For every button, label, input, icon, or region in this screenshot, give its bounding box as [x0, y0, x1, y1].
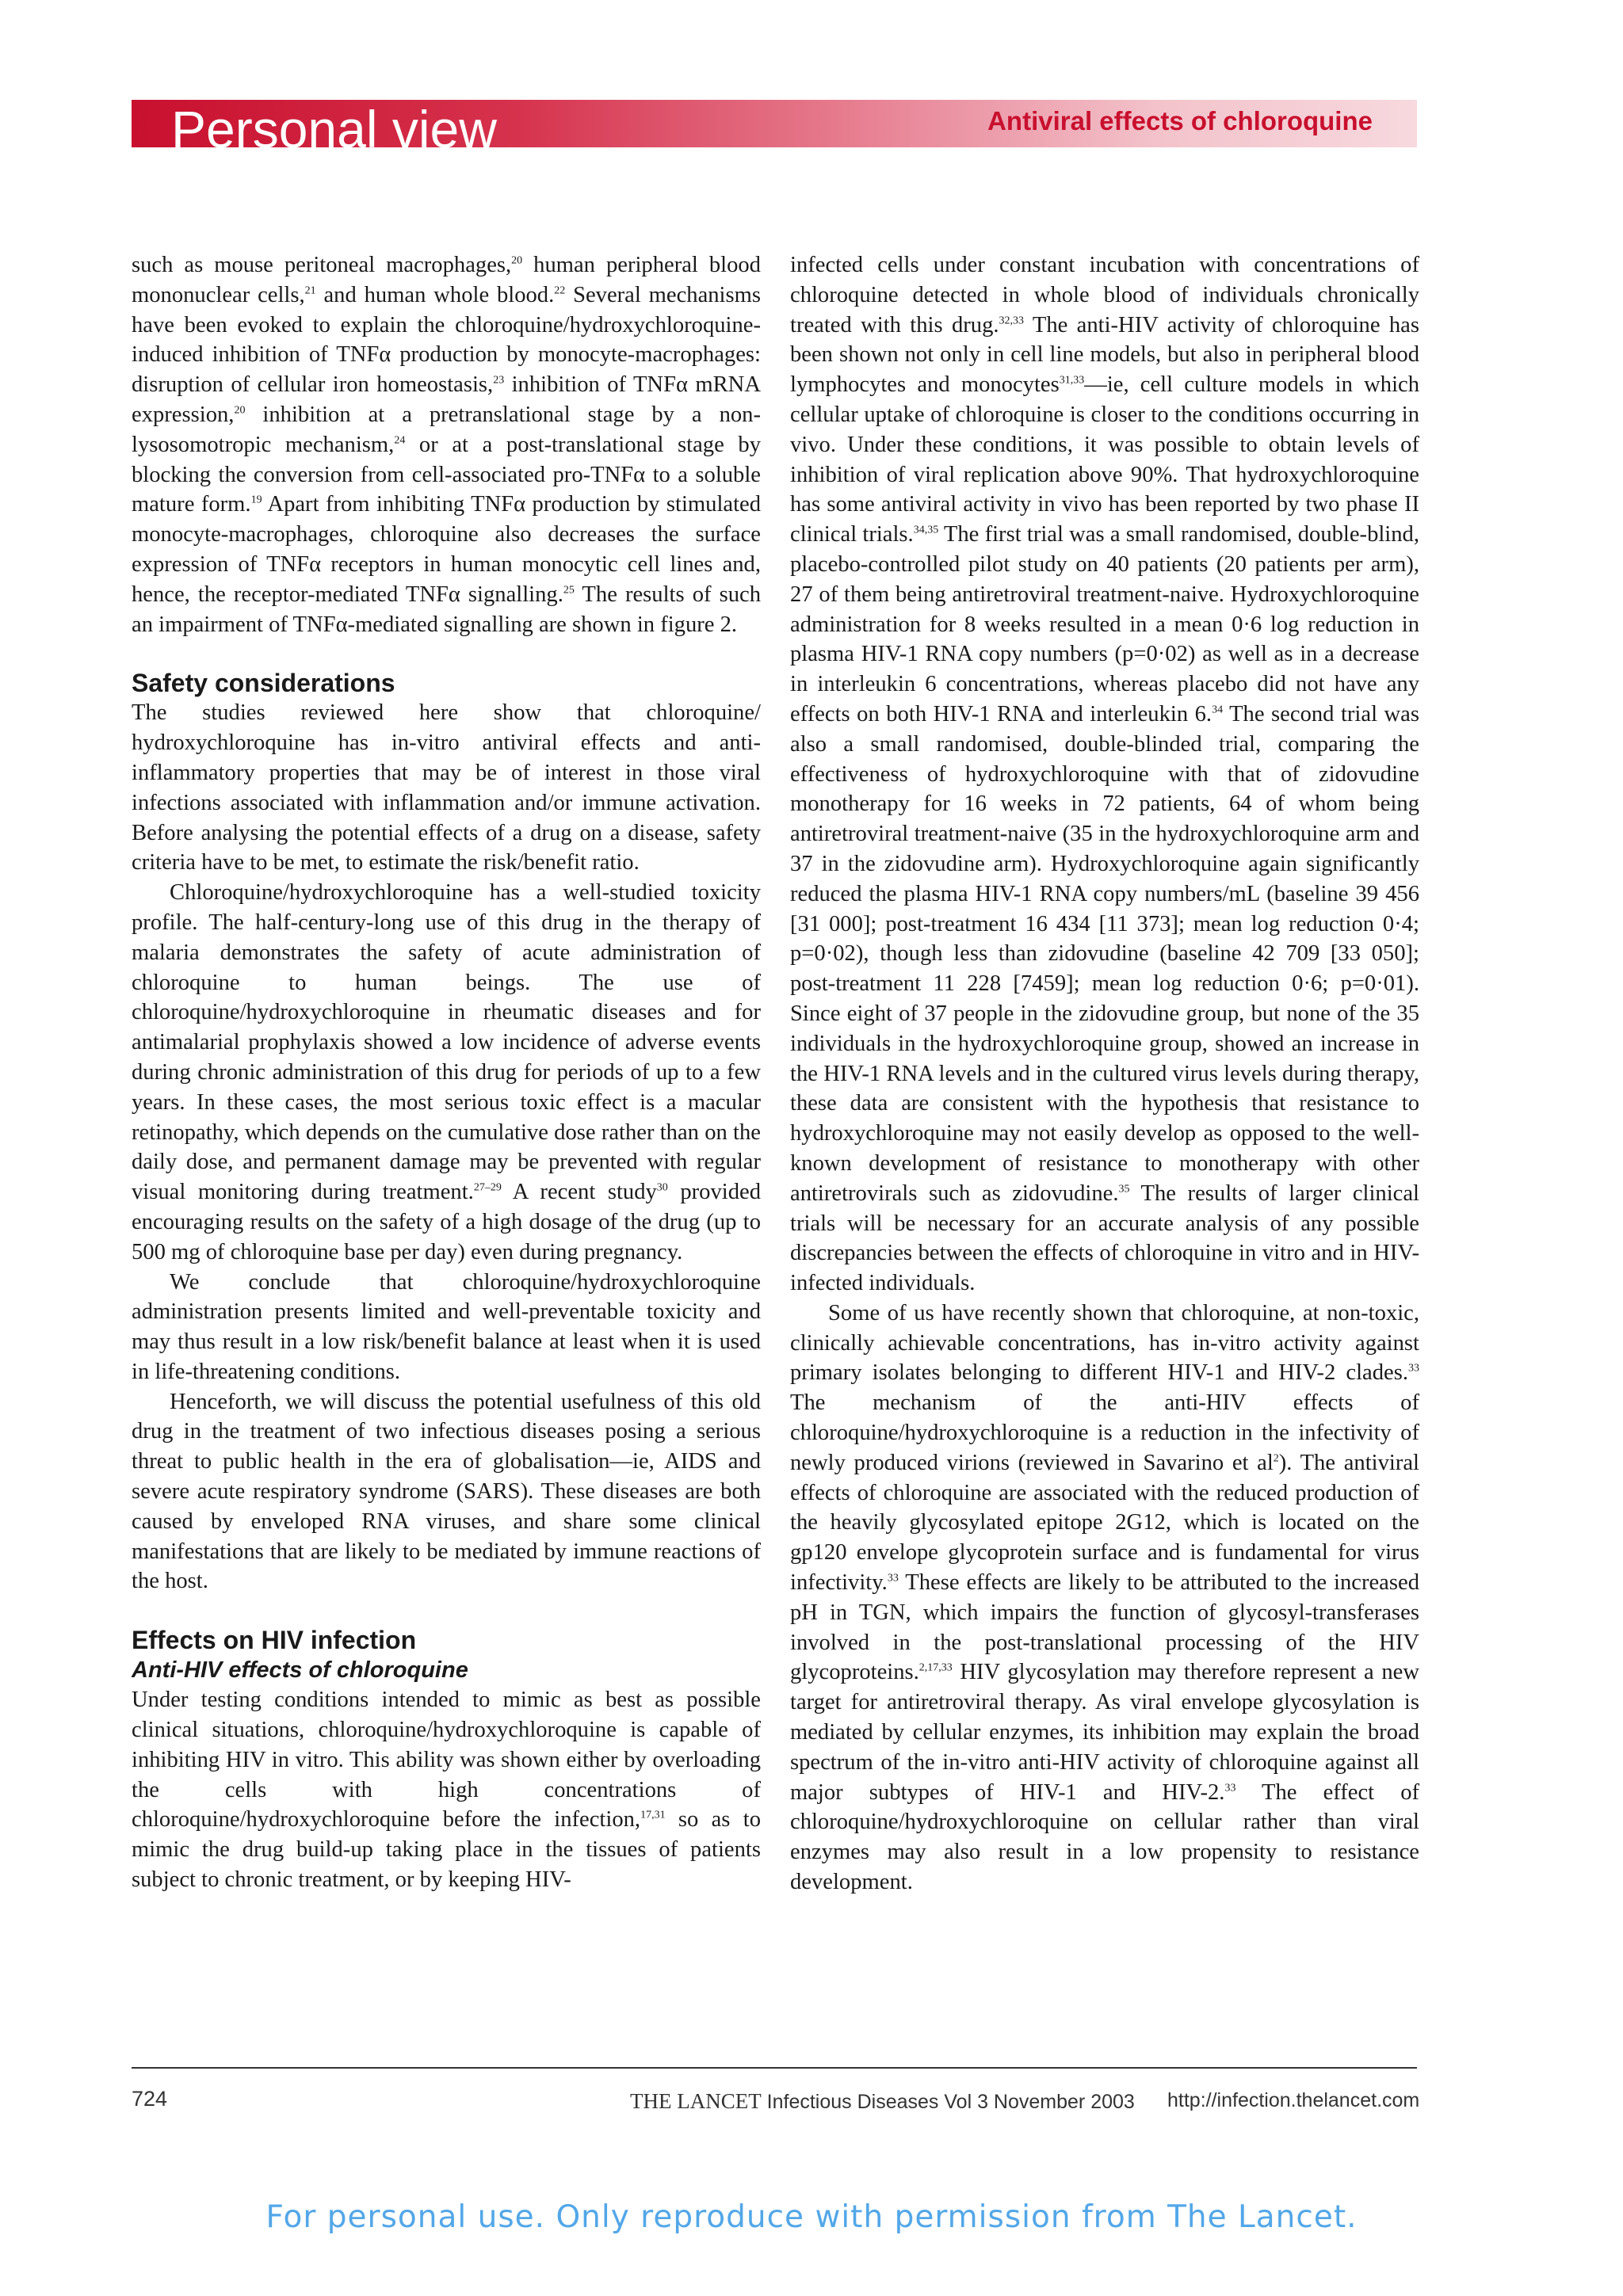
section-heading-safety: Safety considerations: [132, 669, 395, 698]
journal-issue: Infectious Diseases Vol 3 November 2003: [761, 2091, 1135, 2113]
citation: 34: [1212, 704, 1224, 716]
citation: 31,33: [1059, 374, 1085, 387]
citation: 22: [554, 284, 566, 297]
section-heading-hiv: Effects on HIV infection: [132, 1626, 417, 1655]
right-column: [790, 250, 1419, 1897]
citation: 34,35: [913, 524, 939, 536]
citation: 30: [656, 1181, 668, 1194]
citation: 21: [304, 284, 316, 297]
journal-url[interactable]: http://infection.thelancet.com: [1167, 2089, 1420, 2111]
section-label: Personal view: [171, 100, 497, 147]
citation: 2,17,33: [918, 1661, 953, 1674]
subsection-heading: Anti-HIV effects of chloroquine: [132, 1657, 468, 1684]
citation: 24: [394, 434, 406, 447]
permission-notice: For personal use. Only reproduce with permission from The Lancet.: [265, 2199, 1358, 2235]
citation: 20: [511, 254, 523, 267]
journal-name: THE LANCET: [630, 2089, 762, 2113]
paragraph: such as mouse peritoneal macrophages,$^{20}$ human peripheral blood mononuclear cells,$^{21}$ and human whole blood.$^{22}$ Several mechanisms have been evoked to explain the chloroquine/hydroxychloroquine-induced inhibition of TNFα production by monocyte-macrophages: disruption of cellular iron homeostasis,$^{23}$ inhibition of TNFα mRNA expression,$^{20}$ inhibition at a pretranslational stage by a non-lysosomotropic mechanism,$^{24}$ or at a post-translational stage by blocking the conversion from cell-associated pro-TNFα to a soluble mature form.$^{19}$ Apart from inhibiting TNFα production by stimulated monocyte-macrophages, chloroquine also decreases the surface expression of TNFα receptors in human monocytic cell lines and, hence, the receptor-mediated TNFα signalling.$^{25}$ The results of such an impairment of TNFα-mediated signalling are shown in figure 2.: [132, 253, 762, 637]
citation: 25: [563, 584, 575, 597]
running-title: Antiviral effects of chloroquine: [987, 106, 1373, 135]
paragraph: Some of us have recently shown that chloroquine, at non-toxic, clinically achievable concentrations, has in-vitro activity against primary isolates belonging to different HIV-1 and HIV-2 clades.$^{33}$ The mechanism of the anti-HIV effects of chloroquine/hydroxychloroquine is a reduction in the infectivity of newly produced virions (reviewed in Savarino et $al^2$). The antiviral effects of chloroquine are associated with the reduced production of the heavily glycosylated epitope 2G12, which is located on the gp120 envelope glycoprotein surface and is fundamental for virus infectivity.$^{33}$ These effects are likely to be attributed to the increased pH in TGN, which impairs the function of glycosyl-transferases involved in the post-translational processing of the HIV glycoproteins.$^{2,17,33}$ HIV glycosylation may therefore represent a new target for antiretroviral therapy. As viral envelope glycosylation is mediated by cellular enzymes, its inhibition may explain the broad spectrum of the in-vitro anti-HIV activity of chloroquine against all major subtypes of HIV-1 and HIV-2.33 The effect of chloroquine/hydroxychloroquine on cellular rather than viral enzymes may also result in a low propensity to resistance development.: [790, 1300, 1420, 1895]
paragraph: The studies reviewed here show that chloroquine/ hydroxychloroquine has in-vitro antiviral effects and anti-inflammatory properties that may be of interest in those viral infections associated with inflammation and/or immune activation. Before analysing the potential effects of a drug on a disease, safety criteria have to be met, to estimate the risk/benefit ratio.: [132, 700, 761, 875]
citation: 33: [1224, 1782, 1236, 1794]
paragraph: We conclude that chloroquine/hydroxychloroquine administration presents limited and well-preventable toxicity and may thus result in a low risk/benefit balance at least when it is used in life-threatening conditions.: [132, 1269, 761, 1384]
paragraph: Henceforth, we will discuss the potential usefulness of this old drug in the treatment of two infectious diseases posing a serious threat to public health in the era of globalisation—ie, AIDS and severe acute respiratory syndrome (SARS). These diseases are both caused by enveloped RNA viruses, and share some clinical manifestations that are likely to be mediated by immune reactions of the host.: [132, 1389, 761, 1594]
paragraph: Under testing conditions intended to mimic as best as possible clinical situations, chloroquine/hydroxychloroquine is capable of inhibiting HIV in vitro. This ability was shown either by overloading the cells with high concentrations of chloroquine/hydroxychloroquine before the infection,$^{17,31}$ so as to mimic the drug build-up taking place in the tissues of patients subject to chronic treatment, or by keeping HIV-: [132, 1688, 761, 1893]
citation: 17,31: [640, 1809, 666, 1821]
citation: 23: [493, 374, 505, 387]
citation: 33: [1408, 1362, 1419, 1375]
citation: 19: [250, 494, 262, 506]
citation: 32,33: [999, 315, 1025, 327]
paragraph: infected cells under constant incubation with concentrations of chloroquine detected in whole blood of individuals chronically treated with this drug.$^{32,33}$ The anti-HIV activity of chloroquine has been shown not only in cell line models, but also in peripheral blood lymphocytes and monocytes$^{31,33}$—ie, cell culture models in which cellular uptake of chloroquine is closer to the conditions occurring in vivo. Under these conditions, it was possible to obtain levels of inhibition of viral replication above 90%. That hydroxychloroquine has some antiviral activity in vivo has been reported by two phase II clinical trials.$^{34,35}$ The first trial was a small randomised, double-blind, placebo-controlled pilot study on 40 patients (20 patients per arm), 27 of them being antiretroviral treatment-naive. Hydroxychloroquine administration for 8 weeks resulted in a mean 0·6 log reduction in plasma HIV-1 RNA copy numbers (p=0·02) as well as in a decrease in interleukin 6 concentrations, whereas placebo did not have any effects on both HIV-1 RNA and interleukin 6.34 The second trial was also a small randomised, double-blinded trial, comparing the effectiveness of hydroxychloroquine with that of zidovudine monotherapy for 16 weeks in 72 patients, 64 of whom being antiretroviral treatment-naive (35 in the hydroxychloroquine arm and 37 in the zidovudine arm). Hydroxychloroquine again significantly reduced the plasma HIV-1 RNA copy numbers/mL (baseline 39 456 [31 000]; post-treatment 16 434 [11 373]; mean log reduction 0·4; p=0·02), though less than zidovudine (baseline 42 709 [33 050]; post-treatment 11 228 [7459]; mean log reduction 0·6; p=0·01). Since eight of 37 people in the zidovudine group, but none of the 35 individuals in the hydroxychloroquine group, showed an increase in the HIV-1 RNA levels and in the cultured virus levels during therapy, these data are consistent with the hypothesis that resistance to hydroxychloroquine may not easily develop as opposed to the well-known development of resistance to monotherapy with other antiretrovirals such as zidovudine.$^{35}$ The results of larger clinical trials will be necessary for an accurate analysis of any possible discrepancies between the effects of chloroquine in vitro and in HIV-infected individuals.: [790, 253, 1420, 1296]
citation: 2: [1273, 1452, 1279, 1465]
citation: 27–29: [473, 1181, 502, 1194]
citation: 33: [887, 1572, 899, 1585]
page-number: 724: [132, 2087, 168, 2111]
left-column: [132, 250, 761, 1895]
footer-rule: [132, 2067, 1417, 2069]
citation: 35: [1118, 1183, 1130, 1196]
citation: 20: [234, 404, 246, 417]
header-bar: [132, 100, 1417, 147]
journal-citation: [630, 2089, 1135, 2114]
paragraph: Chloroquine/hydroxychloroquine has a well-studied toxicity profile. The half-century-long use of this drug in the therapy of malaria demonstrates the safety of acute administration of chloroquine to human beings. The use of chloroquine/hydroxychloroquine in rheumatic diseases and for antimalarial prophylaxis showed a low incidence of adverse events during chronic administration of this drug for periods of up to a few years. In these cases, the most serious toxic effect is a macular retinopathy, which depends on the cumulative dose rather than on the daily dose, and permanent damage may be prevented with regular visual monitoring during treatment.$^{27-29}$ A recent study$^{30}$ provided encouraging results on the safety of a high dosage of the drug (up to 500 mg of chloroquine base per day) even during pregnancy.: [132, 880, 761, 1264]
